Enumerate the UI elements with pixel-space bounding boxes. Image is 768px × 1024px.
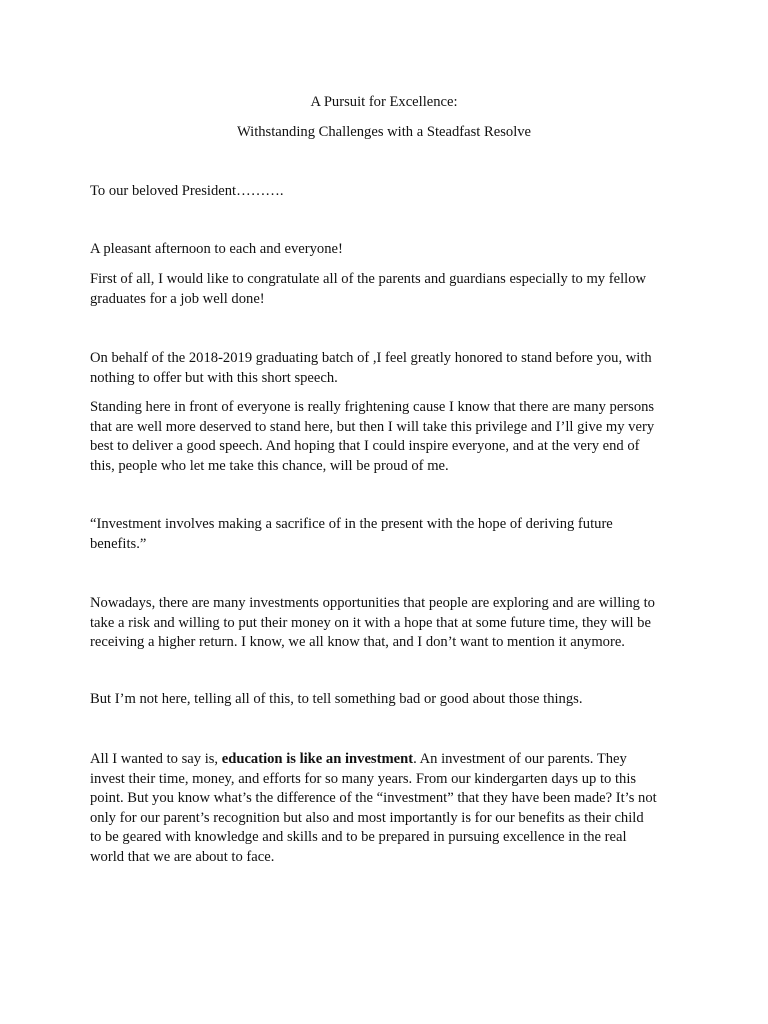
paragraph-congratulations [90, 270, 680, 309]
paragraph-line: best to deliver a good speech. And hoping that I could inspire everyone, and at the very end of [90, 438, 640, 454]
paragraph-line: only for our parent’s recognition but also and most importantly is for our benefits as their child [90, 809, 644, 826]
paragraph-line: invest their time, money, and efforts for so many years. From our kindergarten days up to this [90, 770, 637, 787]
document-subtitle: Withstanding Challenges with a Steadfast Resolve [236, 124, 532, 140]
paragraph-nowadays [90, 594, 680, 653]
document-title: A Pursuit for Excellence: [310, 94, 458, 110]
paragraph-line: First of all, I would like to congratulate all of the parents and guardians especially to my fellow [90, 271, 647, 287]
education-suffix: . An investment of our parents. They [413, 751, 627, 767]
paragraph-line: On behalf of the 2018-2019 graduating batch of ,I feel greatly honored to stand before you, with [90, 350, 652, 366]
paragraph-line: Nowadays, there are many investments opportunities that people are exploring and are willing to [90, 595, 655, 611]
paragraph-line: point. But you know what’s the difference of the “investment” that they have been made? It’s not [90, 790, 657, 806]
paragraph-line: But I’m not here, telling all of this, to tell something bad or good about those things. [90, 691, 583, 707]
greeting-text: A pleasant afternoon to each and everyone! [90, 241, 343, 257]
paragraph-standing-here [90, 398, 680, 476]
paragraph-line: to be geared with knowledge and skills and to be prepared in pursuing excellence in the real [90, 829, 627, 845]
paragraph-line: nothing to offer but with this short speech. [90, 369, 338, 386]
greeting [90, 240, 680, 260]
paragraph-line: world that we are about to face. [90, 848, 275, 865]
paragraph-investment-quote [90, 515, 680, 554]
paragraph-line: “Investment involves making a sacrifice of in the present with the hope of deriving future [90, 516, 613, 532]
paragraph-line: benefits.” [90, 535, 147, 552]
paragraph-line: that are well more deserved to stand here, but then I will take this privilege and I’ll give my very [90, 418, 655, 435]
paragraph-not-here [90, 690, 680, 710]
paragraph-line [90, 750, 680, 770]
education-emphasis: education is like an investment [221, 751, 414, 767]
education-prefix: All I wanted to say is, [90, 751, 222, 767]
paragraph-on-behalf [90, 349, 680, 388]
salutation-text: To our beloved President………. [90, 183, 284, 199]
paragraph-line: graduates for a job well done! [90, 290, 265, 307]
paragraph-line: Standing here in front of everyone is really frightening cause I know that there are many persons [90, 399, 655, 415]
salutation [90, 182, 680, 202]
paragraph-education [90, 750, 680, 867]
paragraph-line: take a risk and willing to put their money on it with a hope that at some future time, they will be [90, 614, 651, 631]
paragraph-line: this, people who let me take this chance, will be proud of me. [90, 457, 449, 474]
paragraph-line: receiving a higher return. I know, we all know that, and I don’t want to mention it anymore. [90, 634, 625, 650]
